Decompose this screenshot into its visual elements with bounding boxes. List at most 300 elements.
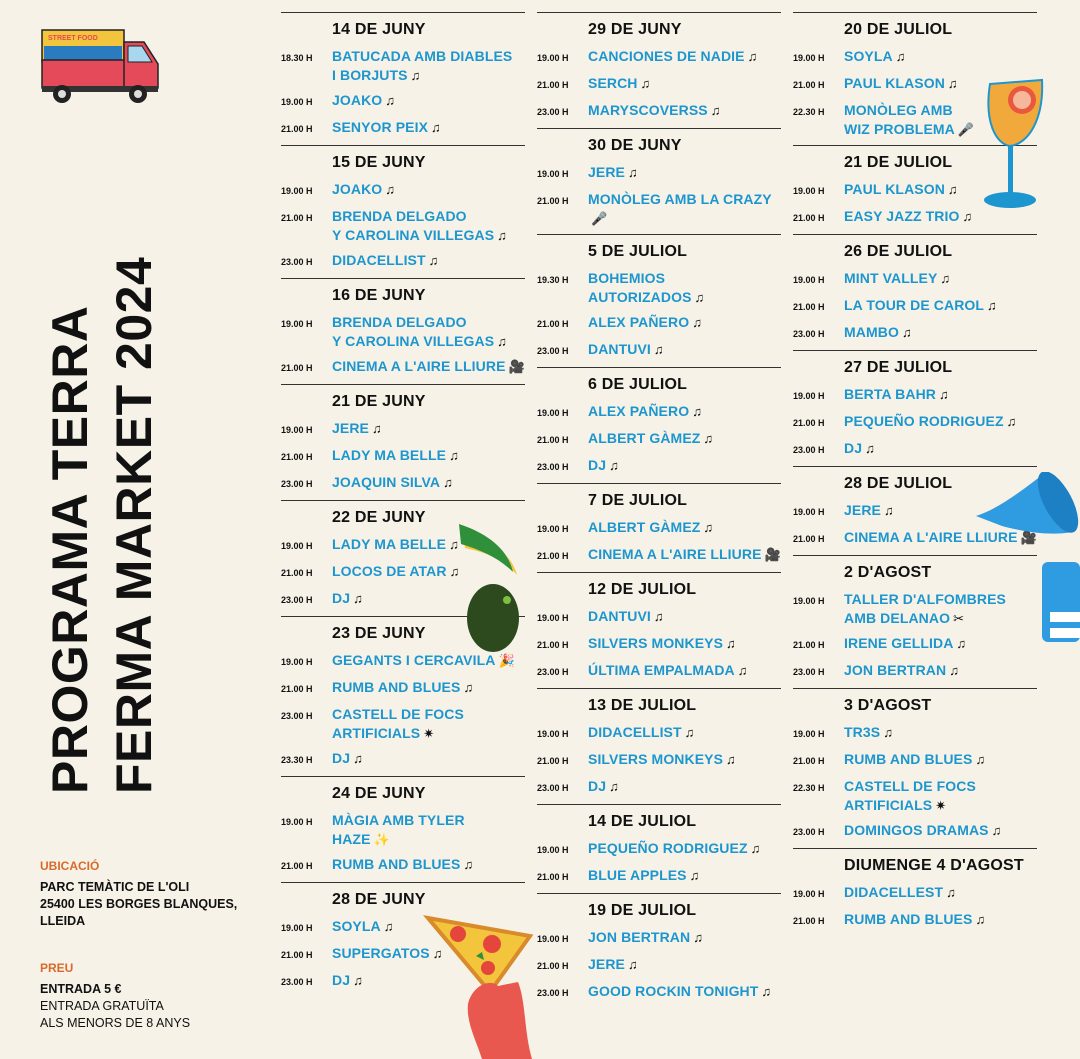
event-act-wrap [844,777,976,815]
event-row [281,419,525,440]
event-act: RUMB AND BLUES [844,911,973,927]
event-time: 19.00 H [281,541,313,551]
event-time: 19.00 H [793,889,825,899]
event-row [793,296,1037,317]
event-act: DJ [844,440,863,456]
event-act-wrap [588,607,664,628]
event-act-wrap [332,118,441,139]
event-act-wrap [332,419,382,440]
event-row [793,385,1037,406]
event-act: JOAQUIN SILVA [332,474,441,490]
event-act: CASTELL DE FOCS ARTIFICIALS [844,778,976,813]
day-title: 29 DE JUNY [588,21,682,38]
event-type-icon: ♫ [609,779,619,794]
event-type-icon: ♫ [449,537,459,552]
day-block [537,893,781,1003]
event-type-icon: ♫ [353,751,363,766]
day-title: 21 DE JUNY [332,393,426,410]
event-act: PEQUEÑO RODRIGUEZ [844,413,1004,429]
event-row [537,723,781,744]
event-time: 22.30 H [793,783,825,793]
event-type-icon: ✂ [953,611,964,626]
schedule-column-1 [281,12,525,998]
event-row [537,456,781,477]
event-type-icon: ♫ [385,182,396,197]
event-time: 19.00 H [537,934,569,944]
event-type-icon: ♫ [497,228,507,243]
event-time: 23.00 H [281,257,313,267]
event-row [537,74,781,95]
event-time: 23.00 H [537,988,569,998]
event-act: CINEMA A L'AIRE LLIURE [332,358,506,374]
event-row [793,47,1037,68]
event-row [281,207,525,245]
event-act: RUMB AND BLUES [844,751,973,767]
event-row [537,47,781,68]
event-time: 19.00 H [793,596,825,606]
event-type-icon: ♫ [371,421,382,436]
event-row [281,473,525,494]
event-time: 19.00 H [537,408,569,418]
event-time: 19.00 H [793,729,825,739]
event-act: MINT VALLEY [844,270,938,286]
event-type-icon: ♫ [428,253,439,268]
event-row [793,412,1037,433]
event-act-wrap [844,661,959,682]
event-time: 19.00 H [281,186,313,196]
event-time: 19.00 H [281,97,313,107]
event-type-icon: ♫ [653,609,664,624]
event-act: LADY MA BELLE [332,447,447,463]
event-row [793,439,1037,460]
event-type-icon: ♫ [463,680,474,695]
event-type-icon: ♫ [497,334,507,349]
event-time: 22.30 H [793,107,825,117]
event-act: SENYOR PEIX [332,119,429,135]
event-type-icon: ♫ [726,636,736,651]
food-truck-icon [40,20,165,105]
event-act-wrap [332,446,459,467]
day-block [537,483,781,566]
event-act: SUPERGATOS [332,945,430,961]
event-time: 21.00 H [281,452,313,462]
event-act-wrap [332,811,525,849]
event-act-wrap [588,750,736,771]
event-act: DJ [332,750,351,766]
event-act: GEGANTS I CERCAVILA [332,652,496,668]
event-act: SOYLA [844,48,893,64]
event-act: DIDACELLEST [844,884,944,900]
event-act: PEQUEÑO RODRIGUEZ [588,840,748,856]
event-act: ÚLTIMA EMPALMADA [588,662,735,678]
event-act: BATUCADA AMB DIABLES I BORJUTS [332,48,513,83]
event-act-wrap [844,634,966,655]
event-act: CINEMA A L'AIRE LLIURE [844,529,1018,545]
event-act-wrap [588,402,702,423]
event-act-wrap [332,47,512,85]
event-act: RUMB AND BLUES [332,679,461,695]
price-label: PREU [40,961,74,975]
event-type-icon: ♫ [431,120,441,135]
event-act: JERE [332,420,369,436]
event-act-wrap [844,180,958,201]
day-block [281,384,525,494]
pizza-slice-icon [420,912,540,1059]
event-row [537,634,781,655]
day-title: 5 DE JULIOL [588,243,688,260]
event-type-icon: ♫ [689,868,700,883]
event-act-wrap [332,749,363,770]
day-title: 13 DE JULIOL [588,697,697,714]
event-time: 23.00 H [537,783,569,793]
event-row [537,518,781,539]
event-act-wrap [844,910,985,931]
event-row [281,118,525,139]
event-row [537,777,781,798]
event-act: SILVERS MONKEYS [588,635,724,651]
day-title: 19 DE JULIOL [588,902,697,919]
event-time: 19.00 H [281,657,313,667]
event-type-icon: ♫ [947,182,958,197]
day-title: 16 DE JUNY [332,287,426,304]
event-type-icon: ♫ [883,725,893,740]
event-time: 19.00 H [281,923,313,933]
event-time: 21.00 H [537,551,569,561]
day-title: 12 DE JULIOL [588,581,697,598]
event-act-wrap [844,723,893,744]
event-type-icon: ♫ [449,564,460,579]
day-title: 26 DE JULIOL [844,243,953,260]
day-block [281,278,525,378]
event-time: 23.00 H [793,445,825,455]
event-type-icon: ♫ [747,49,758,64]
day-block [537,572,781,682]
event-act: ALBERT GÀMEZ [588,430,701,446]
event-act-wrap [844,74,958,95]
event-type-icon: 🎤 [957,122,975,137]
price-block [40,960,270,1032]
event-type-icon: ♫ [975,912,986,927]
event-act: JERE [588,956,625,972]
event-time: 21.00 H [793,640,825,650]
event-type-icon: ♫ [449,448,459,463]
event-time: 21.00 H [537,961,569,971]
event-type-icon: ♫ [410,68,421,83]
event-row [793,910,1037,931]
event-act-wrap [588,866,699,887]
event-time: 21.00 H [537,640,569,650]
event-act: CASTELL DE FOCS ARTIFICIALS [332,706,464,741]
event-act: BLUE APPLES [588,867,687,883]
day-block [793,234,1037,344]
event-act-wrap [588,723,694,744]
event-act-wrap [844,207,972,228]
day-title: DIUMENGE 4 D'AGOST [844,857,1024,874]
event-row [281,678,525,699]
event-act: MONÒLEG AMB LA CRAZY [588,191,772,207]
event-act-wrap [332,473,453,494]
event-time: 19.00 H [793,53,825,63]
event-time: 23.00 H [537,346,569,356]
event-row [793,750,1037,771]
wine-glass-icon [970,72,1055,217]
event-act: MÀGIA AMB TYLER HAZE [332,812,465,847]
event-act: SOYLA [332,918,381,934]
event-time: 21.00 H [281,684,313,694]
event-row [793,883,1037,904]
event-type-icon: ♫ [694,290,705,305]
event-time: 23.00 H [281,711,313,721]
event-act: LA TOUR DE CAROL [844,297,985,313]
event-time: 21.00 H [281,124,313,134]
location-line-2: 25400 LES BORGES BLANQUES, [40,897,238,911]
event-act: TR3S [844,724,881,740]
event-row [537,955,781,976]
day-block [537,804,781,887]
event-type-icon: ✨ [373,832,390,847]
event-type-icon: 🎤 [591,211,608,226]
event-type-icon: ♫ [383,919,394,934]
event-act: CANCIONES DE NADIE [588,48,745,64]
event-time: 21.00 H [537,872,569,882]
day-title: 20 DE JULIOL [844,21,953,38]
event-type-icon: ♫ [703,520,714,535]
event-time: 19.00 H [537,845,569,855]
event-act-wrap [844,101,974,139]
event-type-icon: ♫ [703,431,714,446]
event-row [537,101,781,122]
event-act: MARYSCOVERSS [588,102,708,118]
event-row [537,545,781,566]
day-title: 21 DE JULIOL [844,154,953,171]
event-type-icon: ♫ [353,973,363,988]
day-title: 23 DE JUNY [332,625,426,642]
location-line-3: LLEIDA [40,914,86,928]
event-row [537,661,781,682]
event-time: 21.00 H [281,213,313,223]
event-act: JON BERTRAN [844,662,947,678]
event-row [793,269,1037,290]
event-type-icon: 🎥 [1020,530,1037,545]
event-time: 23.00 H [793,329,825,339]
event-row [281,180,525,201]
event-act: JERE [844,502,881,518]
event-act-wrap [332,357,525,378]
day-title: 30 DE JUNY [588,137,682,154]
event-time: 23.00 H [281,595,313,605]
day-block [793,688,1037,842]
day-block [281,145,525,272]
event-row [537,839,781,860]
event-type-icon: ♫ [710,103,721,118]
event-act-wrap [588,661,748,682]
event-act: PAUL KLASON [844,181,945,197]
event-time: 19.00 H [537,53,569,63]
event-time: 21.00 H [537,196,569,206]
event-act-wrap [844,323,912,344]
event-row [537,313,781,334]
event-row [281,749,525,770]
event-type-icon: ♫ [693,930,703,945]
event-row [281,91,525,112]
event-act-wrap [332,678,473,699]
location-block [40,858,270,930]
event-row [281,446,525,467]
event-type-icon: ♫ [726,752,736,767]
event-time: 23.00 H [537,107,569,117]
olive-icon [455,520,530,655]
event-type-icon: 🎥 [508,359,525,374]
day-title: 28 DE JUNY [332,891,426,908]
event-row [793,323,1037,344]
event-act: DANTUVI [588,608,651,624]
event-act-wrap [332,251,438,272]
event-act: PAUL KLASON [844,75,945,91]
price-line-2: ENTRADA GRATUÏTA [40,999,164,1013]
event-type-icon: ♫ [692,404,702,419]
event-act: DJ [332,972,351,988]
event-act-wrap [588,634,736,655]
event-type-icon: ♫ [750,841,761,856]
event-act-wrap [588,47,757,68]
event-time: 19.00 H [281,817,313,827]
event-row [793,723,1037,744]
event-time: 19.00 H [537,613,569,623]
event-row [537,163,781,184]
event-type-icon: ♫ [947,76,958,91]
day-title: 14 DE JUNY [332,21,426,38]
event-row [281,357,525,378]
event-type-icon: ♫ [385,93,396,108]
event-type-icon: ♫ [640,76,651,91]
event-type-icon: ♫ [627,165,638,180]
location-line-1: PARC TEMÀTIC DE L'OLI [40,880,190,894]
event-row [537,982,781,1003]
event-type-icon: ♫ [653,342,664,357]
event-act: TALLER D'ALFOMBRES AMB DELANAO [844,591,1006,626]
event-act-wrap [332,562,459,583]
event-type-icon: ♫ [987,298,997,313]
event-act: LADY MA BELLE [332,536,447,552]
event-type-icon: ♫ [949,663,959,678]
event-time: 19.00 H [793,391,825,401]
event-time: 21.00 H [537,435,569,445]
price-line-3: ALS MENORS DE 8 ANYS [40,1016,191,1030]
event-row [537,402,781,423]
event-act-wrap [332,855,473,876]
event-act-wrap [844,883,956,904]
event-type-icon: ♫ [684,725,695,740]
day-block [793,350,1037,460]
event-act: DJ [588,457,607,473]
event-time: 21.00 H [793,916,825,926]
event-row [281,811,525,849]
event-act: DIDACELLIST [332,252,426,268]
event-act: CINEMA A L'AIRE LLIURE [588,546,762,562]
event-act-wrap [332,313,507,351]
event-act-wrap [588,101,720,122]
event-type-icon: ♫ [692,315,702,330]
event-act-wrap [588,777,619,798]
event-row [281,313,525,351]
title-line-2: FERMA MARKET 2024 [106,256,162,794]
event-act: LOCOS DE ATAR [332,563,447,579]
event-time: 23.00 H [793,667,825,677]
event-act-wrap [588,190,781,228]
event-act-wrap [332,589,363,610]
event-type-icon: ♫ [962,209,973,224]
event-type-icon: ♫ [737,663,748,678]
event-type-icon: ✷ [935,798,947,813]
event-row [537,340,781,361]
event-row [281,251,525,272]
event-act: EASY JAZZ TRIO [844,208,960,224]
event-type-icon: ♫ [991,823,1002,838]
event-time: 21.00 H [281,568,313,578]
event-time: 21.00 H [281,950,313,960]
event-type-icon: ♫ [761,984,772,999]
event-time: 21.00 H [281,861,313,871]
event-time: 21.00 H [793,418,825,428]
event-act: SILVERS MONKEYS [588,751,724,767]
trumpet-icon [972,472,1080,662]
event-act: DANTUVI [588,341,651,357]
event-row [793,777,1037,815]
event-time: 21.00 H [793,80,825,90]
event-act-wrap [844,439,875,460]
day-title: 15 DE JUNY [332,154,426,171]
day-block [537,688,781,798]
event-act-wrap [588,313,702,334]
event-time: 19.00 H [537,729,569,739]
event-act: SERCH [588,75,638,91]
event-act-wrap [588,982,771,1003]
event-row [537,190,781,228]
event-time: 19.30 H [537,275,569,285]
event-act-wrap [588,163,638,184]
event-type-icon: ♫ [940,271,951,286]
event-type-icon: ✷ [423,726,435,741]
event-time: 23.00 H [537,462,569,472]
event-type-icon: ♫ [956,636,967,651]
event-act-wrap [844,412,1016,433]
event-act-wrap [332,535,459,556]
event-row [281,705,525,743]
event-time: 19.00 H [793,507,825,517]
day-title: 27 DE JULIOL [844,359,953,376]
event-time: 21.00 H [793,302,825,312]
event-act-wrap [332,705,464,743]
event-act-wrap [588,518,713,539]
event-row [793,661,1037,682]
event-act-wrap [588,545,781,566]
location-label: UBICACIÓ [40,859,100,873]
event-time: 19.00 H [793,275,825,285]
event-type-icon: ♫ [432,946,443,961]
event-act: JOAKO [332,181,383,197]
event-time: 23.30 H [281,755,313,765]
event-time: 23.00 H [281,479,313,489]
day-title: 7 DE JULIOL [588,492,688,509]
day-block [537,234,781,361]
event-act-wrap [844,296,997,317]
event-type-icon: ♫ [609,458,619,473]
event-act-wrap [588,269,781,307]
event-act-wrap [844,501,894,522]
event-act: JOAKO [332,92,383,108]
event-act-wrap [844,385,949,406]
event-time: 19.00 H [281,319,313,329]
